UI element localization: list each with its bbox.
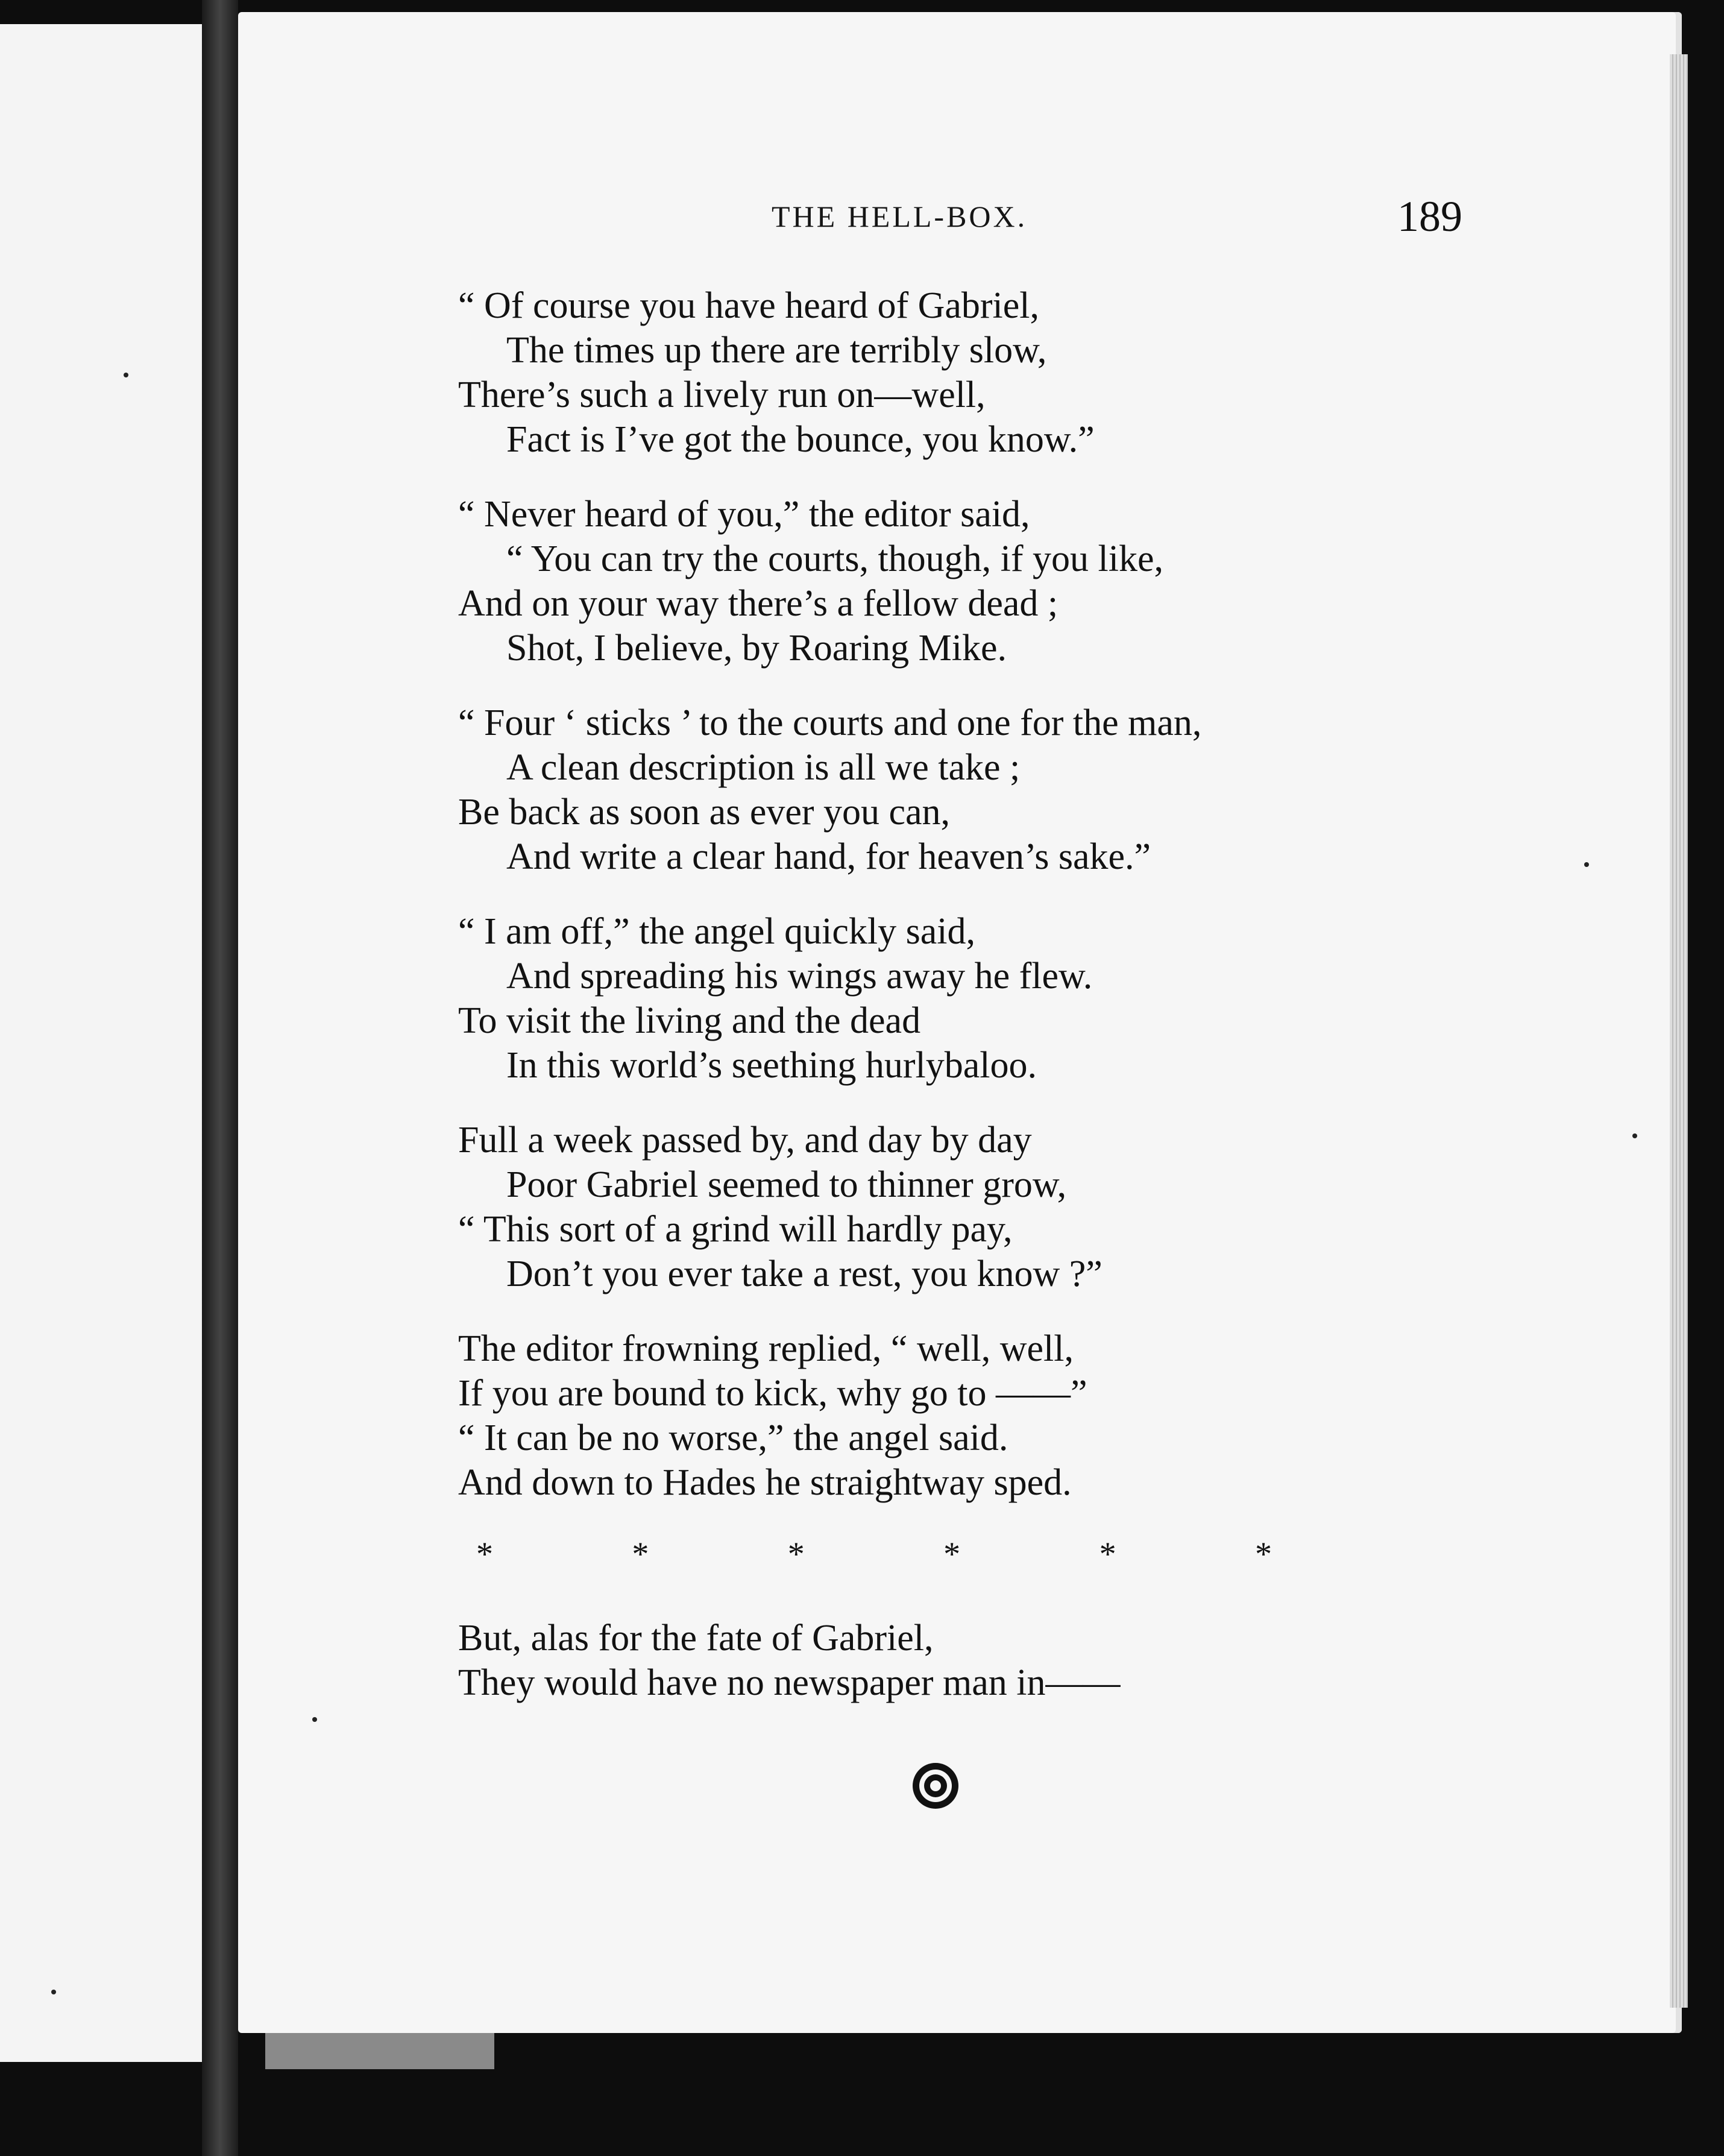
book-binding-strip	[265, 2033, 494, 2069]
poem	[458, 283, 1447, 1735]
poem-line: “ Four ‘ sticks ’ to the courts and one for the man,	[458, 702, 1202, 743]
facing-page-left	[0, 24, 206, 2062]
poem-line: In this world’s seething hurlybaloo.	[506, 1045, 1037, 1086]
poem-line: “ This sort of a grind will hardly pay,	[458, 1209, 1013, 1250]
poem-line: Don’t you ever take a rest, you know ?”	[506, 1253, 1103, 1294]
poem-line: A clean description is all we take ;	[506, 747, 1021, 788]
separator-star: *	[632, 1536, 649, 1573]
poem-line: There’s such a lively run on—well,	[458, 374, 986, 415]
poem-line: If you are bound to kick, why go to ——”	[458, 1373, 1087, 1414]
poem-line: To visit the living and the dead	[458, 1000, 921, 1041]
poem-line: The times up there are terribly slow,	[506, 330, 1047, 371]
poem-line: Shot, I believe, by Roaring Mike.	[506, 628, 1007, 669]
stanza	[458, 1118, 1447, 1296]
paper-speck	[51, 1990, 56, 1994]
poem-line: “ It can be no worse,” the angel said.	[458, 1417, 1008, 1458]
separator-star: *	[787, 1536, 805, 1573]
poem-line: “ Of course you have heard of Gabriel,	[458, 285, 1040, 326]
stanza	[458, 283, 1447, 462]
poem-line: Be back as soon as ever you can,	[458, 792, 951, 833]
poem-line: Full a week passed by, and day by day	[458, 1120, 1032, 1161]
paper-speck	[124, 373, 128, 377]
running-title: THE HELL-BOX.	[772, 200, 1028, 233]
poem-line: And down to Hades he straightway sped.	[458, 1462, 1072, 1503]
separator-star: *	[476, 1536, 493, 1573]
stanza	[458, 1326, 1447, 1505]
poem-line: “ You can try the courts, though, if you like,	[506, 538, 1164, 579]
paper-speck	[312, 1717, 317, 1722]
poem-line: And spreading his wings away he flew.	[506, 956, 1093, 997]
final-stanza	[458, 1616, 1447, 1705]
section-separator	[476, 1535, 1272, 1574]
poem-line: The editor frowning replied, “ well, well,	[458, 1328, 1074, 1369]
poem-line: Poor Gabriel seemed to thinner grow,	[506, 1164, 1067, 1205]
separator-star: *	[1254, 1536, 1272, 1573]
stanza	[458, 909, 1447, 1088]
stanza	[458, 701, 1447, 879]
paper-speck	[1632, 1133, 1637, 1138]
book-gutter	[202, 0, 238, 2156]
poem-line: And on your way there’s a fellow dead ;	[458, 583, 1059, 624]
poem-line: They would have no newspaper man in——	[458, 1662, 1121, 1703]
poem-line: “ Never heard of you,” the editor said,	[458, 494, 1030, 535]
poem-line: Fact is I’ve got the bounce, you know.”	[506, 419, 1095, 460]
poem-line: “ I am off,” the angel quickly said,	[458, 911, 975, 952]
poem-stanzas	[458, 283, 1447, 1505]
ornament-icon	[910, 1760, 961, 1811]
page-edges	[1670, 54, 1688, 2008]
poem-line: And write a clear hand, for heaven’s sake.”	[506, 836, 1151, 877]
stanza	[458, 492, 1447, 670]
paper-speck	[1584, 862, 1589, 867]
separator-star: *	[1099, 1536, 1116, 1573]
page-number: 189	[1397, 192, 1462, 241]
separator-star: *	[943, 1536, 961, 1573]
poem-line: But, alas for the fate of Gabriel,	[458, 1618, 934, 1659]
